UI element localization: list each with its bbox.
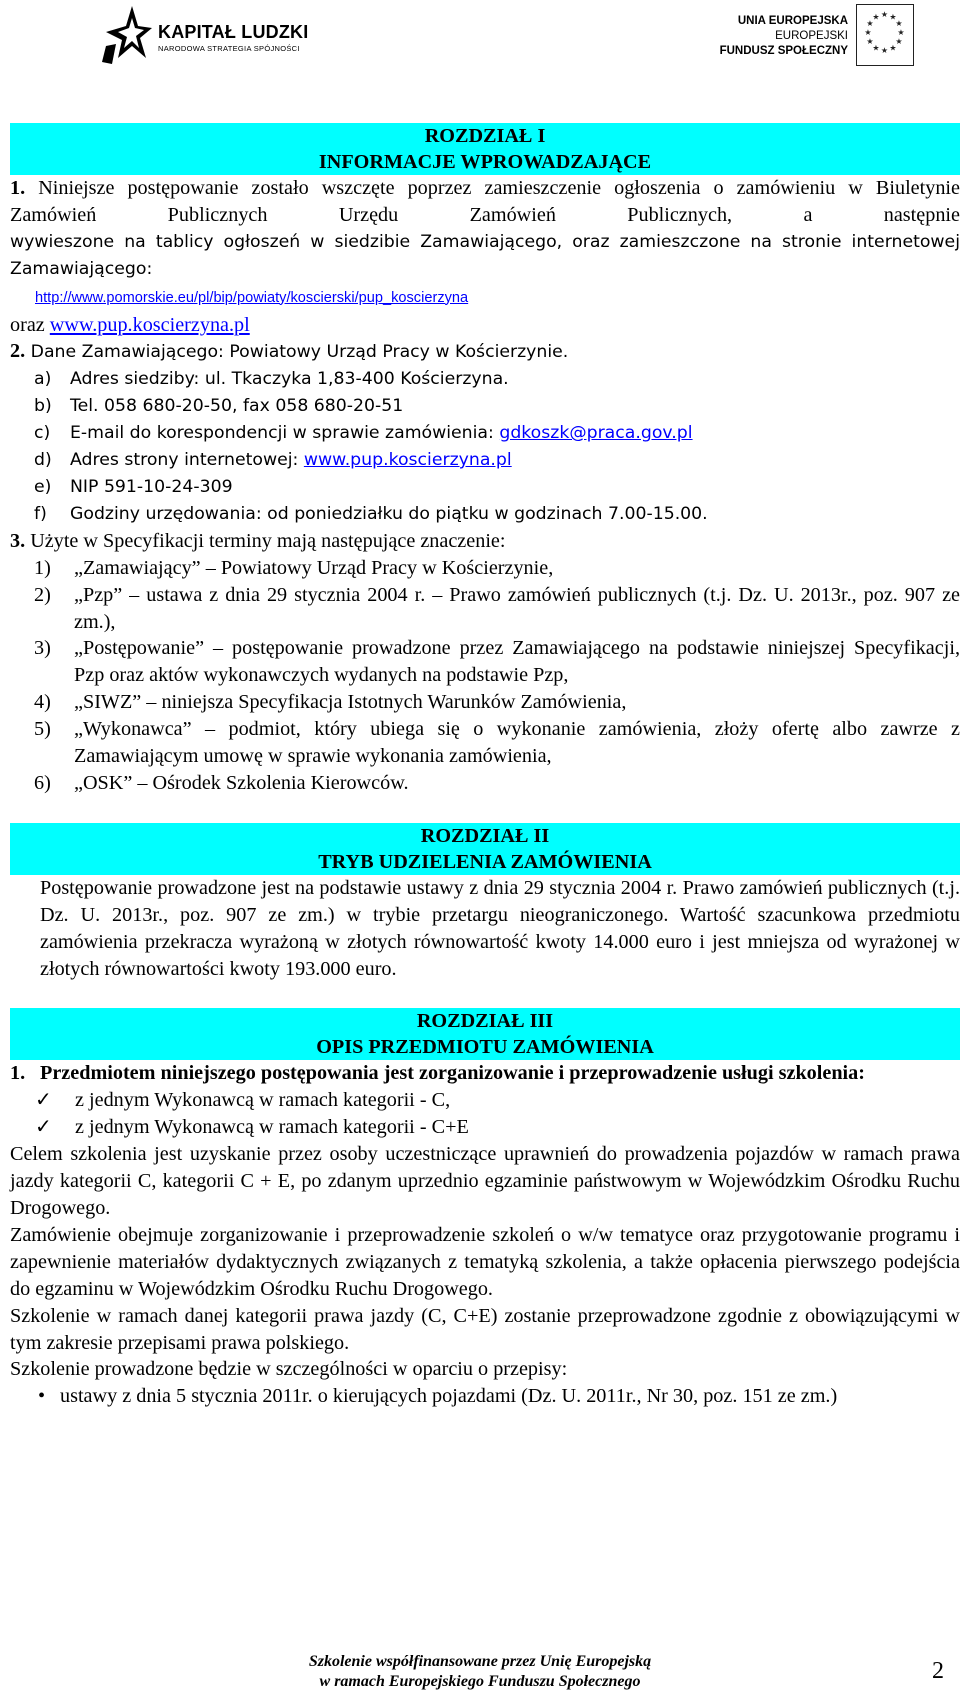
svg-text:★: ★ <box>872 12 880 22</box>
item-e-marker: e) <box>34 476 52 497</box>
svg-text:★: ★ <box>895 19 903 28</box>
website-link[interactable]: www.pup.koscierzyna.pl <box>303 450 512 471</box>
eu-line1: UNIA EUROPEJSKA <box>737 15 848 27</box>
def-text: „SIWZ” – niniejsza Specyfikacja Istotnych Warunków Zamówienia, <box>74 691 627 714</box>
ch1-p3-text: Użyte w Specyfikacji terminy mają następujące znaczenie: <box>30 529 506 552</box>
def-text: „Wykonawca” – podmiot, który ubiega się o wykonanie zamówienia, złoży ofertę albo zawrze z Zamawiającym umowę w sprawie wykonania zamówienia, <box>74 718 960 768</box>
eu-text <box>720 14 848 59</box>
item-d-marker: d) <box>34 450 52 471</box>
definitions-list <box>10 555 960 797</box>
regulation-text: ustawy z dnia 5 stycznia 2011r. o kierujących pojazdami (Dz. U. 2011r., Nr 30, poz. 151 ze zm.) <box>60 1385 838 1408</box>
svg-text:★: ★ <box>889 12 897 22</box>
def-marker: 3) <box>34 637 51 660</box>
chapter-1-subtitle: INFORMACJE WPROWADZAJĄCE <box>318 151 652 173</box>
svg-text:★: ★ <box>889 43 897 53</box>
chapter-2-subtitle: TRYB UDZIELENIA ZAMÓWIENIA <box>318 850 652 873</box>
checkmark-icon: ✓ <box>35 1116 52 1139</box>
bip-link[interactable]: http://www.pomorskie.eu/pl/bip/powiaty/koscierski/pup_koscierzyna <box>35 289 469 306</box>
ch1-para-2 <box>10 338 960 366</box>
email-link[interactable]: gdkoszk@praca.gov.pl <box>499 423 693 444</box>
ch1-item-e <box>10 474 960 501</box>
spacer <box>10 982 960 1008</box>
ch3-para-scope: Zamówienie obejmuje zorganizowanie i przeprowadzenie szkoleń o w/w tematyce oraz przygotowanie programu i zapewnienie materiałów dydaktycznych związanych z tematyką szkolenia, a także opłacenia pierwszego podejścia do egzaminu w Wojewódzkim Ośrodku Ruchu Drogowego. <box>10 1223 960 1300</box>
ch3-para-law: Szkolenie w ramach danej kategorii prawa jazdy (C, C+E) zostanie przeprowadzone zgodnie z obowiązującymi w tym zakresie przepisami prawa polskiego. <box>10 1304 960 1354</box>
chapter-3-title: ROZDZIAŁ III <box>416 1010 554 1033</box>
check-text: z jednym Wykonawcą w ramach kategorii - C, <box>75 1089 451 1112</box>
page-footer <box>0 1652 960 1692</box>
page-number: 2 <box>932 1658 944 1684</box>
definition-item <box>10 770 960 797</box>
check-text: z jednym Wykonawcą w ramach kategorii - C+E <box>75 1116 469 1139</box>
kapital-ludzki-star-icon <box>102 6 152 64</box>
ch3-p1-text: Przedmiotem niniejszego postępowania jest zorganizowanie i przeprowadzenie usługi szkolenia: <box>40 1062 865 1085</box>
footer-line2: w ramach Europejskiego Funduszu Społecznego <box>319 1673 641 1690</box>
document-body <box>10 123 960 1410</box>
chapter-1-banner <box>10 123 960 175</box>
chapter-3-subtitle: OPIS PRZEDMIOTU ZAMÓWIENIA <box>316 1036 654 1059</box>
item-e-text: NIP 591-10-24-309 <box>70 476 233 497</box>
ch3-para-goal: Celem szkolenia jest uzyskanie przez osoby uczestniczące uprawnień do prowadzenia pojazdów w ramach prawa jazdy kategorii C, kategorii C + E, po zdanym uprzednio egzaminie państwowym w Wojewódzkim Ośrodku Ruchu Drogowego. <box>10 1143 960 1219</box>
pup-website-link[interactable]: www.pup.koscierzyna.pl <box>49 313 250 336</box>
footer-line1: Szkolenie współfinansowane przez Unię Europejską <box>308 1653 652 1670</box>
ch3-para-1 <box>10 1060 960 1087</box>
ch3-p1-num: 1. <box>10 1062 26 1085</box>
ch1-p2-num: 2. <box>10 340 26 363</box>
ch1-item-c <box>10 420 960 447</box>
page-header <box>0 0 960 72</box>
item-c-text: E-mail do korespondencji w sprawie zamówienia: <box>70 423 500 444</box>
chapter-2-title: ROZDZIAŁ II <box>420 824 550 847</box>
item-d-text: Adres strony internetowej: <box>70 450 304 471</box>
svg-text:★: ★ <box>866 37 874 46</box>
eu-flag-icon <box>856 4 914 66</box>
svg-text:★: ★ <box>897 28 905 37</box>
definition-item <box>10 635 960 689</box>
def-text: „Zamawiający” – Powiatowy Urząd Pracy w Kościerzynie, <box>74 556 554 579</box>
ch1-item-f <box>10 501 960 528</box>
ch1-p3-num: 3. <box>10 529 26 552</box>
def-marker: 2) <box>34 583 51 606</box>
ch1-item-a <box>10 366 960 393</box>
item-b-marker: b) <box>34 396 52 417</box>
def-marker: 6) <box>34 771 51 794</box>
ch1-item-d <box>10 447 960 474</box>
kl-title: KAPITAŁ LUDZKI <box>158 22 309 42</box>
definition-item <box>10 582 960 636</box>
item-f-marker: f) <box>34 503 47 524</box>
ch1-oraz-row <box>10 312 960 339</box>
spacer <box>10 797 960 823</box>
definition-item <box>10 555 960 582</box>
svg-text:★: ★ <box>895 37 903 46</box>
ch1-para-1-cont: wywieszone na tablicy ogłoszeń w siedzibie Zamawiającego, oraz zamieszczone na stronie internetowej Zamawiającego: <box>10 231 960 279</box>
svg-text:★: ★ <box>864 28 872 37</box>
oraz-label: oraz <box>10 313 45 336</box>
item-b-text: Tel. 058 680-20-50, fax 058 680-20-51 <box>70 396 404 417</box>
def-text: „Pzp” – ustawa z dnia 29 stycznia 2004 r. – Prawo zamówień publicznych (t.j. Dz. U. 2013r., poz. 907 ze zm.), <box>74 583 960 633</box>
ch1-p2-text: Dane Zamawiającego: Powiatowy Urząd Pracy w Kościerzynie. <box>30 342 569 363</box>
svg-text:★: ★ <box>866 19 874 28</box>
eu-logo <box>714 4 914 66</box>
svg-text:★: ★ <box>880 46 889 55</box>
ch1-para-3 <box>10 528 960 555</box>
eu-line2: EUROPEJSKI <box>775 30 848 42</box>
checkmark-icon: ✓ <box>35 1089 52 1112</box>
chapter-1-title: ROZDZIAŁ I <box>424 125 546 147</box>
ch1-p1-text: Niniejsze postępowanie zostało wszczęte poprzez zamieszczenie ogłoszenia o zamówieniu w Biuletynie Zamówień Publicznych Urzędu Zamówień Publicznych, a następnie <box>10 177 960 226</box>
item-f-text: Godziny urzędowania: od poniedziałku do piątku w godzinach 7.00-15.00. <box>70 503 708 524</box>
item-a-marker: a) <box>34 369 52 390</box>
ch1-url1-row <box>10 283 960 312</box>
chapter-2-banner <box>10 823 960 875</box>
item-a-text: Adres siedziby: ul. Tkaczyka 1,83-400 Kościerzyna. <box>70 369 509 390</box>
definition-item <box>10 689 960 716</box>
kl-subtitle: NARODOWA STRATEGIA SPÓJNOŚCI <box>158 44 300 53</box>
svg-text:★: ★ <box>872 43 880 53</box>
ch1-p1-num: 1. <box>10 177 26 199</box>
ch3-para-regulations: Szkolenie prowadzone będzie w szczególności w oparciu o przepisy: <box>10 1358 568 1381</box>
kapital-ludzki-logo <box>102 6 309 64</box>
ch1-para-1 <box>10 175 960 229</box>
def-marker: 1) <box>34 556 51 579</box>
check-item <box>10 1087 960 1114</box>
ch1-item-b <box>10 393 960 420</box>
svg-text:★: ★ <box>880 10 889 19</box>
bullet-icon: • <box>38 1385 46 1408</box>
def-marker: 5) <box>34 718 51 741</box>
chapter-3-banner <box>10 1008 960 1060</box>
check-item <box>10 1114 960 1141</box>
definition-item <box>10 716 960 770</box>
ch2-text: Postępowanie prowadzone jest na podstawie ustawy z dnia 29 stycznia 2004 r. Prawo zamówień publicznych (t.j. Dz. U. 2013r., poz. 907 ze zm.) w trybie przetargu nieograniczonego. Wartość szacunkowa przedmiotu zamówienia przekracza wyrażoną w złotych równowartość kwoty 14.000 euro i jest mniejsza od wyrażonej w złotych równowartości kwoty 193.000 euro. <box>40 876 960 980</box>
regulation-item <box>10 1383 960 1410</box>
item-c-marker: c) <box>34 423 51 444</box>
def-text: „OSK” – Ośrodek Szkolenia Kierowców. <box>74 771 409 794</box>
def-text: „Postępowanie” – postępowanie prowadzone przez Zamawiającego na podstawie niniejszej Specyfikacji, Pzp oraz aktów wykonawczych wydanych na podstawie Pzp, <box>74 637 960 687</box>
def-marker: 4) <box>34 691 51 714</box>
eu-line3: FUNDUSZ SPOŁECZNY <box>719 45 848 57</box>
